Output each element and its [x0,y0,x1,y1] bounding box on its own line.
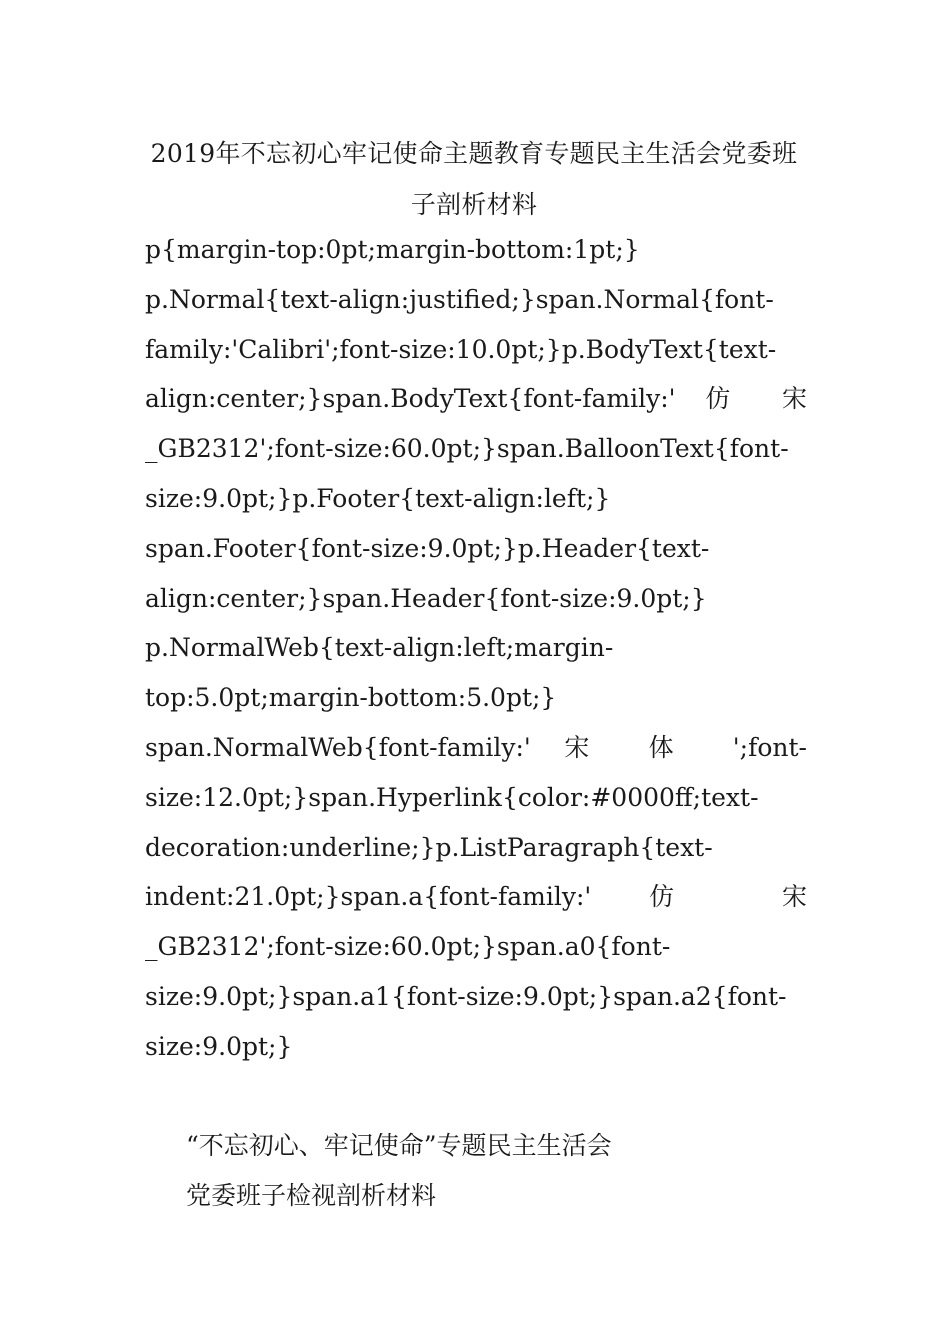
subtitle-meeting-name: “不忘初心、牢记使命”专题民主生活会 [186,1131,612,1160]
subtitle-material-name: 党委班子检视剖析材料 [186,1181,437,1210]
document-title: 2019年不忘初心牢记使命主题教育专题民主生活会党委班子剖析材料 [150,139,798,219]
stylesheet-text-block: p{margin-top:0pt;margin-bottom:1pt;} p.Normal{text-align:justified;}span.Normal{font-family:'Calibri';font-size:10.0pt;}p.BodyText{text-align:center;}span.BodyText{font-family:' 仿 宋 _GB2312';font-size:60.0pt;}span.BalloonText{font-size:9.0pt;}p.Footer{text-align:left;} span.Footer{font-size:9.0pt;}p.Header{text-align:center;}span.Header{font-size:9.0pt;} p.NormalWeb{text-align:left;margin-top:5.0pt;margin-bottom:5.0pt;} span.NormalWeb{font-family:' 宋 体 ';font-size:12.0pt;}span.Hyperlink{color:#0000ff;text-decoration:underline;}p.ListParagraph{text-indent:21.0pt;}span.a{font-family:' 仿 宋 _GB2312';font-size:60.0pt;}span.a0{font-size:9.0pt;}span.a1{font-size:9.0pt;}span.a2{font-size:9.0pt;} [145,235,807,1061]
